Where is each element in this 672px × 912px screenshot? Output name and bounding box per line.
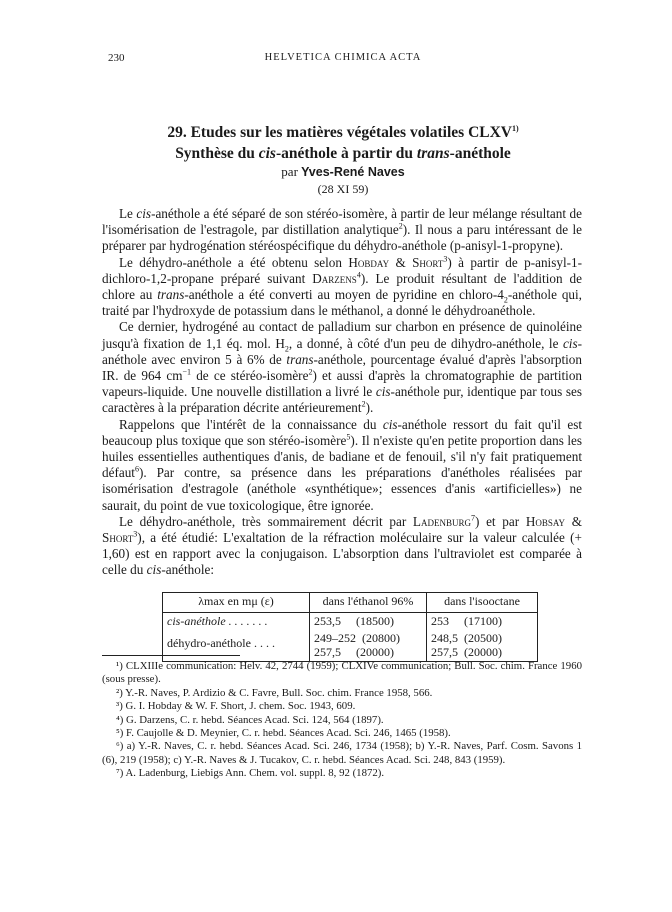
table-header-lambda: λmax en mμ (ε) [163,593,310,613]
received-date: (28 XI 59) [317,182,369,196]
table-cell-ethanol: 253,5 (18500) [310,613,427,630]
table-cell-isooctane: 253 (17100) [427,613,538,630]
footnote: ⁷) A. Ladenburg, Liebigs Ann. Chem. vol. suppl. 8, 92 (1872). [116,767,385,780]
table-cell-ethanol: 249–252 (20800) 257,5 (20000) [310,630,427,662]
footnote: ⁴) G. Darzens, C. r. hebd. Séances Acad. Sci. 124, 564 (1897). [116,713,384,726]
footnote: ²) Y.-R. Naves, P. Ardizio & C. Favre, Bull. Soc. chim. France 1958, 566. [116,686,433,699]
author-name: Yves-René Naves [301,165,405,179]
paragraph-2: Le déhydro-anéthole a été obtenu selon Hobday & Short$^3$) à partir de p-anisyl-1-dichloro-1,2-propane préparé suivant Darzens$^4$). Le produit résultant de l'addition de chlore au trans-anéthole a été converti au moyen de pyridine en chloro-$4_2$-anéthole qui, traité par l'hydroxyde de potassium dans le méthanol, a donné le déhydroanéthole. [102,254,582,319]
paragraph-4: Rappelons que l'intérêt de la connaissance du cis-anéthole ressort du fait qu'il est beaucoup plus toxique que son stéréo-isomère$^5$). Il n'existe qu'en petite proportion dans les huiles essentielles authentiques d'anis, de badiane et de fenouil, s'il n'y fait pratiquement défaut$^6$). Par contre, sa présence dans les préparations d'anétholes réalisées par isomérisation d'estragole (anéthole «synthétique»; essences d'anis «artificielles») ne saurait, du point de vue toxicologique, être ignorée. [102,416,582,513]
table-header-ethanol: dans l'éthanol 96% [310,593,427,613]
paragraph-3: Ce dernier, hydrogéné au contact de palladium sur charbon en présence de quinoléine jusqu'à fixation de 1,1 éq. mol. $H_2$, a donné, à côté d'un peu de dihydro-anéthole, le cis-anéthole avec environ 5 à 6% de trans-anéthole, pourcentage évalué d'après l'absorption IR. de 964 $cm^{-1}$ de ce stéréo-isomère$^2$) et aussi d'après la chromatographie de partition vapeurs-liquide. Une nouvelle distillation a livré le cis-anéthole pur, identique par tous ses caractères à la préparation décrite antérieurement$^2$). [102,319,583,416]
footnote: ¹) CLXIIIe communication: Helv. 42, 2744 (1959); CLXIVe communication; Bull. Soc. chim. France 1960 (sous presse). [102,660,582,686]
uv-absorption-table [162,592,538,662]
page-number: 230 [108,52,125,64]
table-cell-compound: cis-anéthole . . . . . . . [163,613,310,630]
footnotes [102,660,582,781]
table-row [163,613,538,630]
author-line: par Yves-René Naves [281,164,405,179]
paragraph-5: Le déhydro-anéthole, très sommairement décrit par Ladenburg$^7$) et par Hobsay & Short$^3$), a été étudié: L'exaltation de la réfraction moléculaire sur la valeur calculée (+ 1,60) est en rapport avec la conjugaison. L'absorption dans l'ultraviolet est comparée à celle du cis-anéthole: [102,513,582,578]
paragraph-1: Le cis-anéthole a été séparé de son stéréo-isomère, à partir de leur mélange résultant de l'isomérisation de l'estragole, par distillation analytique$^2$). Il nous a paru intéressant de le préparer par hydrogénation stéréospécifique du déhydro-anéthole (p-anisyl-1-propyne). [102,206,582,254]
article-title: 29. Etudes sur les matières végétales volatiles CLXV$^{1)}$ Synthèse du cis-anéthole à partir du trans-anéthole [167,123,519,162]
footnote-separator [102,655,240,656]
article-body [102,206,582,579]
table-cell-isooctane: 248,5 (20500) 257,5 (20000) [427,630,538,662]
footnote: ⁵) F. Caujolle & D. Meynier, C. r. hebd. Séances Acad. Sci. 246, 1465 (1958). [116,727,451,740]
running-header [108,52,578,68]
table-header-isooctane: dans l'isooctane [427,593,538,613]
footnote: ³) G. I. Hobday & W. F. Short, J. chem. Soc. 1943, 609. [116,700,356,713]
table-cell-compound: déhydro-anéthole . . . . [163,630,310,662]
journal-name: HELVETICA CHIMICA ACTA [264,52,422,63]
table-row [163,630,538,662]
footnote: ⁶) a) Y.-R. Naves, C. r. hebd. Séances Acad. Sci. 246, 1734 (1958); b) Y.-R. Naves, Parf. Cosm. Savons 1 (6), 219 (1958); c) Y.-R. Naves & J. Tucakov, C. r. hebd. Séances Acad. Sci. 248, 843 (1959). [102,740,582,766]
